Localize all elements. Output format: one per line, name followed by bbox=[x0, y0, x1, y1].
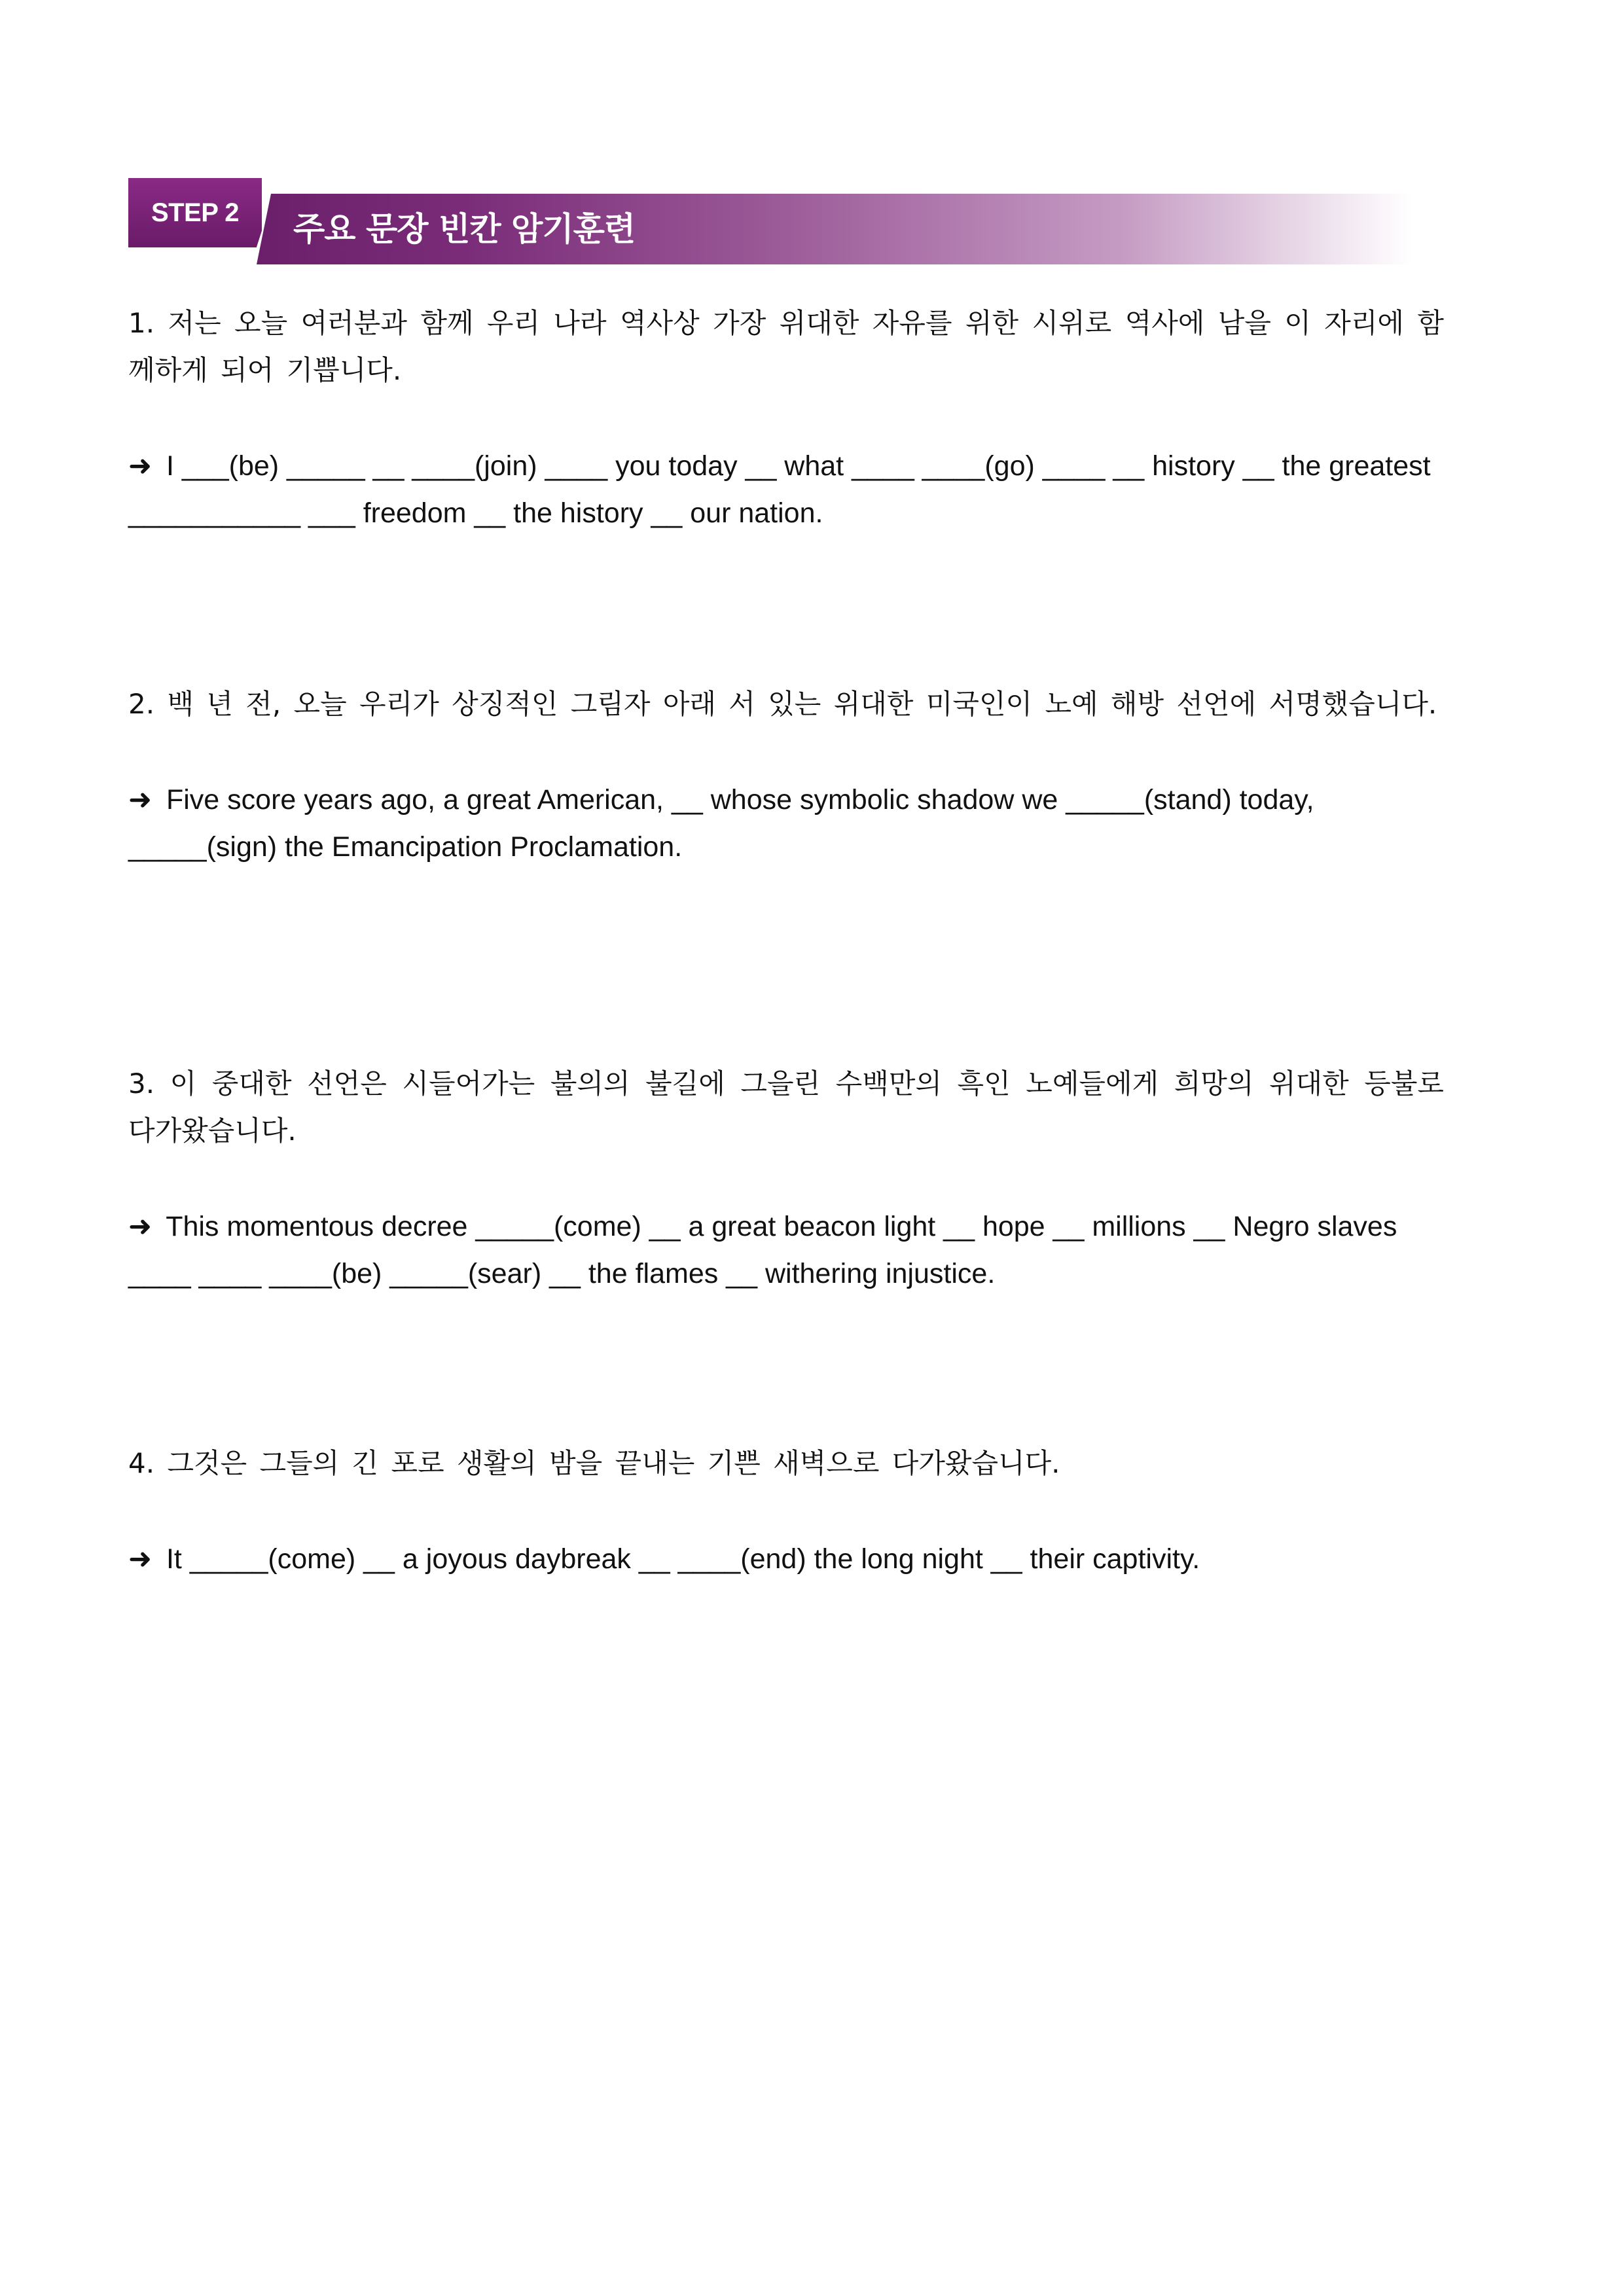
english-blank-sentence bbox=[128, 776, 1444, 870]
question-number: 2. bbox=[128, 688, 155, 720]
english-text: This momentous decree _____(come) __ a great beacon light __ hope __ millions __ Negro slaves ____ ____ ____(be) _____(sear) __ the flames __ withering injustice. bbox=[128, 1211, 1405, 1289]
arrow-icon: ➜ bbox=[128, 783, 153, 816]
english-blank-sentence bbox=[128, 1535, 1444, 1583]
english-text: Five score years ago, a great American, __ whose symbolic shadow we _____(stand) today, _____(sign) the Emancipation Proclamation. bbox=[128, 784, 1322, 863]
question-number: 3. bbox=[128, 1067, 155, 1100]
section-title: 주요 문장 빈칸 암기훈련 bbox=[293, 210, 636, 248]
question-4 bbox=[128, 1440, 1444, 1583]
korean-text: 백 년 전, 오늘 우리가 상징적인 그림자 아래 서 있는 위대한 미국인이 노예 해방 선언에 서명했습니다. bbox=[167, 688, 1437, 720]
arrow-icon: ➜ bbox=[128, 1210, 153, 1243]
question-number: 1. bbox=[128, 307, 155, 339]
english-text: I ___(be) _____ __ ____(join) ____ you today __ what ____ ____(go) ____ __ history __ the greatest ___________ ___ freedom __ the history __ our nation. bbox=[128, 450, 1439, 529]
korean-sentence bbox=[128, 1060, 1444, 1155]
english-blank-sentence bbox=[128, 442, 1444, 537]
step-header bbox=[128, 178, 1411, 266]
korean-sentence bbox=[128, 300, 1444, 394]
korean-sentence bbox=[128, 1440, 1444, 1487]
question-2 bbox=[128, 681, 1444, 870]
arrow-icon: ➜ bbox=[128, 1543, 153, 1575]
step-label: STEP 2 bbox=[151, 198, 240, 227]
english-blank-sentence bbox=[128, 1203, 1444, 1297]
arrow-icon: ➜ bbox=[128, 450, 153, 482]
question-1 bbox=[128, 300, 1444, 537]
question-3 bbox=[128, 1060, 1444, 1297]
korean-sentence bbox=[128, 681, 1444, 728]
english-text: It _____(come) __ a joyous daybreak __ ____(end) the long night __ their captivity. bbox=[166, 1543, 1200, 1575]
korean-text: 이 중대한 선언은 시들어가는 불의의 불길에 그을린 수백만의 흑인 노예들에게 희망의 위대한 등불로 다가왔습니다. bbox=[128, 1067, 1444, 1147]
question-number: 4. bbox=[128, 1447, 155, 1479]
korean-text: 저는 오늘 여러분과 함께 우리 나라 역사상 가장 위대한 자유를 위한 시위로 역사에 남을 이 자리에 함께하게 되어 기쁩니다. bbox=[128, 307, 1444, 386]
korean-text: 그것은 그들의 긴 포로 생활의 밤을 끝내는 기쁜 새벽으로 다가왔습니다. bbox=[167, 1447, 1060, 1479]
